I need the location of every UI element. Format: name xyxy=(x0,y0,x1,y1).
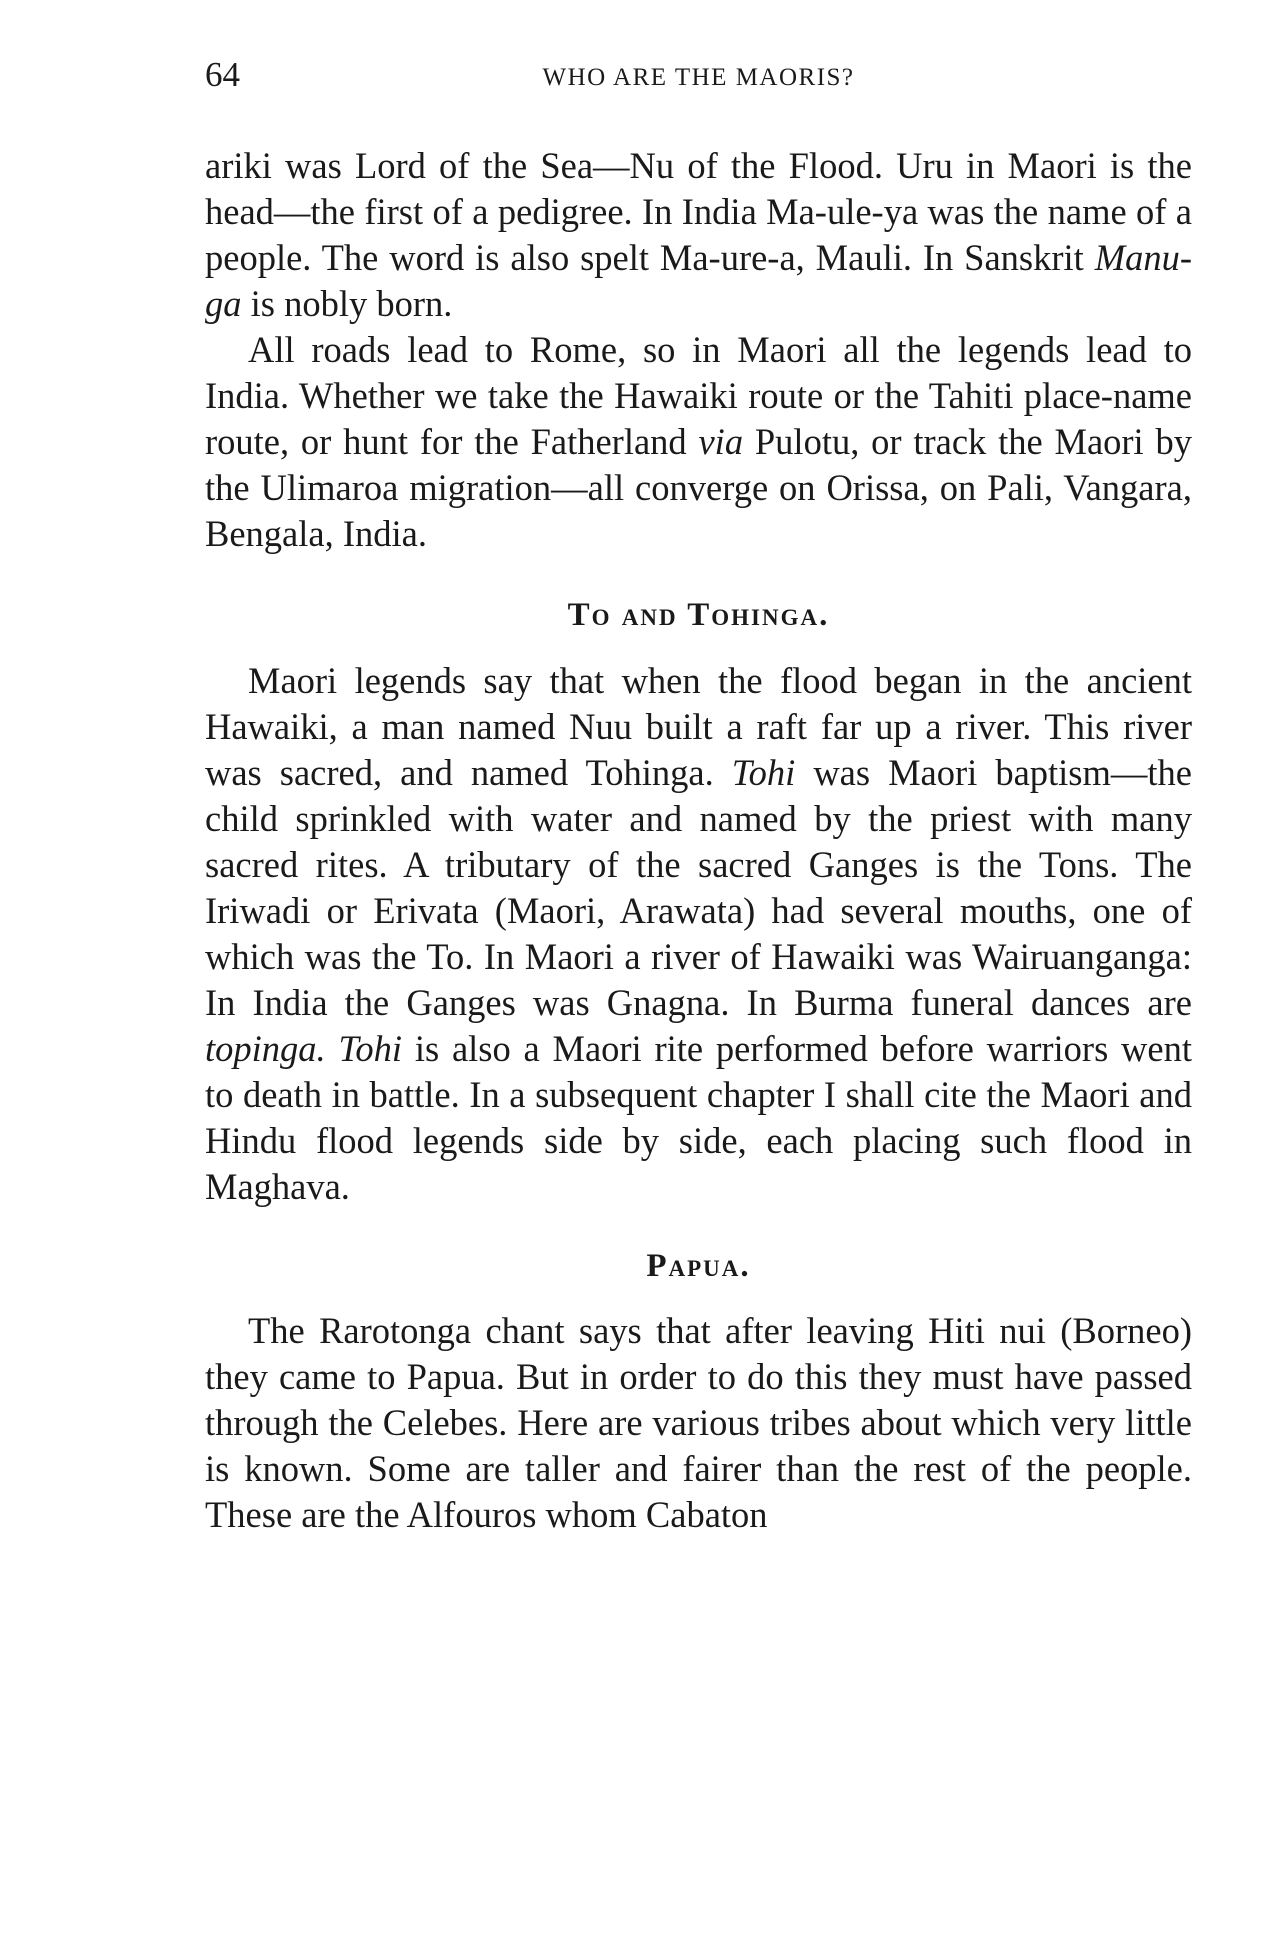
text-run: was Maori baptism—the child sprinkled with water and named by the priest with many sacred rites. A tributary of the sacred Ganges is the Tons. The Iriwadi or Erivata (Maori, Arawata) had several mouths, one of which was the To. In Maori a river of Hawaiki was Wairuanganga: In India the Ganges was Gnagna. In Burma funeral dances are xyxy=(205,752,1192,1023)
text-run: The Rarotonga chant says that after leaving Hiti nui (Borneo) they came to Papua. But in order to do this they must have passed through the Celebes. Here are various tribes about which very little is known. Some are taller and fairer than the rest of the people. These are the Alfouros whom Cabaton xyxy=(205,1310,1192,1535)
page-number: 64 xyxy=(205,55,240,94)
text-run: is nobly born. xyxy=(241,283,453,324)
text-run: All roads lead to Rome, so in Maori all the legends lead to India. Whether we take the Hawaiki route or the Tahiti place-name route, or hunt for the Fatherland xyxy=(205,329,1192,462)
text-run xyxy=(326,1028,339,1069)
text-run: is also a Maori rite performed before warriors went to death in battle. In a subsequent chapter I shall cite the Maori and Hindu flood legends side by side, each placing such flood in Maghava. xyxy=(205,1028,1193,1207)
running-title: WHO ARE THE MAORIS? xyxy=(542,64,855,91)
italic-term: Tohi xyxy=(731,752,796,793)
italic-term: via xyxy=(698,421,744,462)
italic-term: topinga. xyxy=(205,1028,326,1069)
italic-term: Manu-ga xyxy=(205,237,1192,324)
italic-term: Tohi xyxy=(338,1028,403,1069)
text-run: Pulotu, or track the Maori by the Ulimaroa migration—all converge on Orissa, on Pali, Vangara, Bengala, India. xyxy=(205,421,1192,554)
paragraph-all-roads xyxy=(205,327,1192,557)
book-page xyxy=(205,55,1192,1538)
body-text xyxy=(205,143,1192,1538)
section-heading-papua: Papua. xyxy=(646,1248,751,1284)
paragraph-rarotonga xyxy=(205,1308,1192,1538)
text-run: ariki was Lord of the Sea—Nu of the Flood. Uru in Maori is the head—the first of a pedigree. In India Ma-ule-ya was the name of a people. The word is also spelt Ma-ure-a, Mauli. In Sanskrit xyxy=(205,145,1192,278)
paragraph-maori-legends xyxy=(205,658,1192,1210)
section-heading-to-and-tohinga: To and Tohinga. xyxy=(567,597,830,633)
running-head xyxy=(205,55,1192,99)
text-run: Maori legends say that when the flood began in the ancient Hawaiki, a man named Nuu built a raft far up a river. This river was sacred, and named Tohinga. xyxy=(205,660,1192,793)
paragraph-ariki xyxy=(205,143,1192,327)
